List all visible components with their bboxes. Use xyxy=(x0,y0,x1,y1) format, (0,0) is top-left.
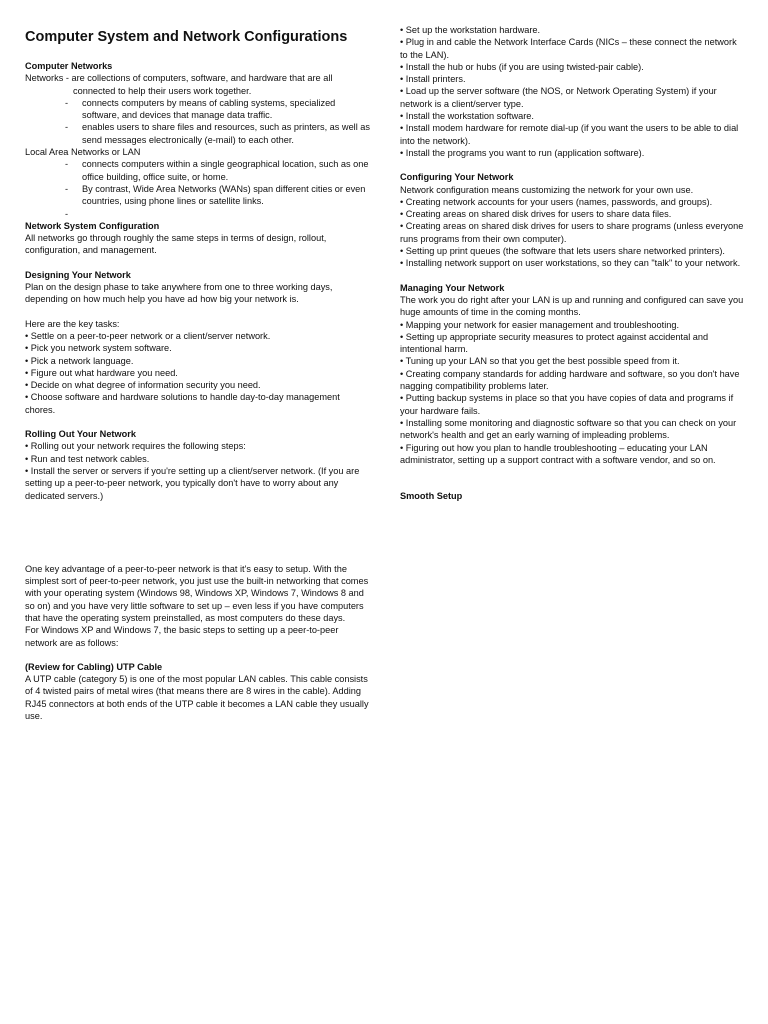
list-item: • Choose software and hardware solutions to handle day-to-day management chores. xyxy=(25,392,340,415)
p2p-steps: For Windows XP and Windows 7, the basic steps to setting up a peer-to-peer network are as follows: xyxy=(25,625,339,648)
list-item: • Setting up print queues (the software that lets users share networked printers). xyxy=(400,246,725,257)
list-item: • Installing some monitoring and diagnostic software so that you can check on your network's health and get an early warning of impleading problems. xyxy=(400,417,737,441)
list-item: • Tuning up your LAN so that you get the best possible speed from it. xyxy=(400,356,680,367)
list-item: • Set up the workstation hardware. xyxy=(400,25,541,35)
list-item: • Putting backup systems in place so that you have copies of data and programs if your hardware fails. xyxy=(400,393,734,416)
left-column xyxy=(25,24,370,722)
nsc-text: All networks go through roughly the same steps in terms of design, rollout, configuration, and management. xyxy=(25,233,327,256)
list-item: • Install printers. xyxy=(400,74,466,85)
list-item: • Installing network support on user workstations, so they can "talk" to your network. xyxy=(400,258,741,269)
heading-configuring-network: Configuring Your Network xyxy=(400,172,514,183)
list-item: • Creating areas on shared disk drives for users to share data files. xyxy=(400,209,672,220)
list-item: • Rolling out your network requires the following steps: xyxy=(25,441,246,452)
list-item: • Load up the server software (the NOS, or Network Operating System) if your network is a client/server type. xyxy=(400,86,717,109)
list-item: • Creating company standards for adding hardware and software, so you don't have nagging compatibility problems later. xyxy=(400,368,740,392)
config-intro: Network configuration means customizing the network for your own use. xyxy=(400,184,694,195)
list-item: • Figure out what hardware you need. xyxy=(25,367,178,378)
dash-item: - xyxy=(65,208,69,219)
p2p-text: One key advantage of a peer-to-peer network is that it's easy to setup. With the simplest sort of peer-to-peer network, you just use the built-in networking that comes with your operating system (Windows 98, Windows XP, Windows 7, Windows 8 and so on) and you have very little software to set up – even less if you have computers that have the operating system preinstalled, as most computers do these days. xyxy=(25,563,369,623)
dash-item: - enables users to share files and resources, such as printers, as well as send messages electronically (e-mail) to each other. xyxy=(65,122,371,145)
heading-utp-cable: (Review for Cabling) UTP Cable xyxy=(25,661,163,672)
cn-intro-cont: connected to help their users work together. xyxy=(73,85,252,96)
heading-smooth-setup: Smooth Setup xyxy=(400,491,463,502)
heading-designing-network: Designing Your Network xyxy=(25,269,131,280)
list-item: • Figuring out how you plan to handle troubleshooting – educating your LAN administrator, setting up a support contract with a software vendor, and so on. xyxy=(400,442,716,465)
dash-item: - connects computers within a single geographical location, such as one office building, office suite, or home. xyxy=(65,159,369,182)
tasks-intro: Here are the key tasks: xyxy=(25,318,120,329)
heading-managing-network: Managing Your Network xyxy=(400,282,505,293)
list-item: • Pick a network language. xyxy=(25,355,134,366)
list-item: • Mapping your network for easier management and troubleshooting. xyxy=(400,319,680,330)
list-item: • Install the server or servers if you're setting up a client/server network. (If you are setting up a peer-to-peer network, you typically don't have to worry about any dedicated servers.) xyxy=(25,465,360,501)
document-title: Computer System and Network Configurations xyxy=(25,29,348,45)
manage-intro: The work you do right after your LAN is up and running and configured can save you huge amounts of time in the coming months. xyxy=(400,294,744,318)
heading-computer-networks: Computer Networks xyxy=(25,61,113,71)
list-item: • Install the hub or hubs (if you are using twisted-pair cable). xyxy=(400,61,644,72)
heading-lan: Local Area Networks or LAN xyxy=(25,147,141,158)
list-item: • Plug in and cable the Network Interface Cards (NICs – these connect the network to the LAN). xyxy=(400,37,737,60)
dash-item: - connects computers by means of cabling systems, specialized software, and devices that manage data traffic. xyxy=(65,97,336,121)
list-item: • Install the programs you want to run (application software). xyxy=(400,147,645,158)
list-item: • Install modem hardware for remote dial-up (if you want the users to be able to dial into the network). xyxy=(400,123,739,146)
right-column xyxy=(400,24,745,502)
list-item: • Pick you network system software. xyxy=(25,343,172,354)
list-item: • Settle on a peer-to-peer network or a client/server network. xyxy=(25,330,271,341)
dash-item: - By contrast, Wide Area Networks (WANs) span different cities or even countries, using phone lines or satellite links. xyxy=(65,183,366,207)
list-item: • Creating areas on shared disk drives for users to share programs (unless everyone runs programs from their own computer). xyxy=(400,221,744,244)
utp-text: A UTP cable (category 5) is one of the most popular LAN cables. This cable consists of 4 twisted pairs of metal wires (that means there are 8 wires in the cable). Adding RJ45 connectors at both ends of the UTP cable it becomes a LAN cable they usually use. xyxy=(25,674,369,722)
list-item: • Creating network accounts for your users (names, passwords, and groups). xyxy=(400,196,713,207)
list-item: • Setting up appropriate security measures to protect against accidental and intentional harm. xyxy=(400,331,709,355)
list-item: • Decide on what degree of information security you need. xyxy=(25,380,261,391)
list-item: • Run and test network cables. xyxy=(25,453,150,464)
design-text: Plan on the design phase to take anywhere from one to three working days, depending on how much help you have ad how big your network is. xyxy=(25,282,333,305)
heading-network-system-configuration: Network System Configuration xyxy=(25,220,160,231)
list-item: • Install the workstation software. xyxy=(400,111,534,122)
cn-intro: Networks - are collections of computers, software, and hardware that are all xyxy=(25,73,333,84)
heading-rolling-out-network: Rolling Out Your Network xyxy=(25,429,136,440)
